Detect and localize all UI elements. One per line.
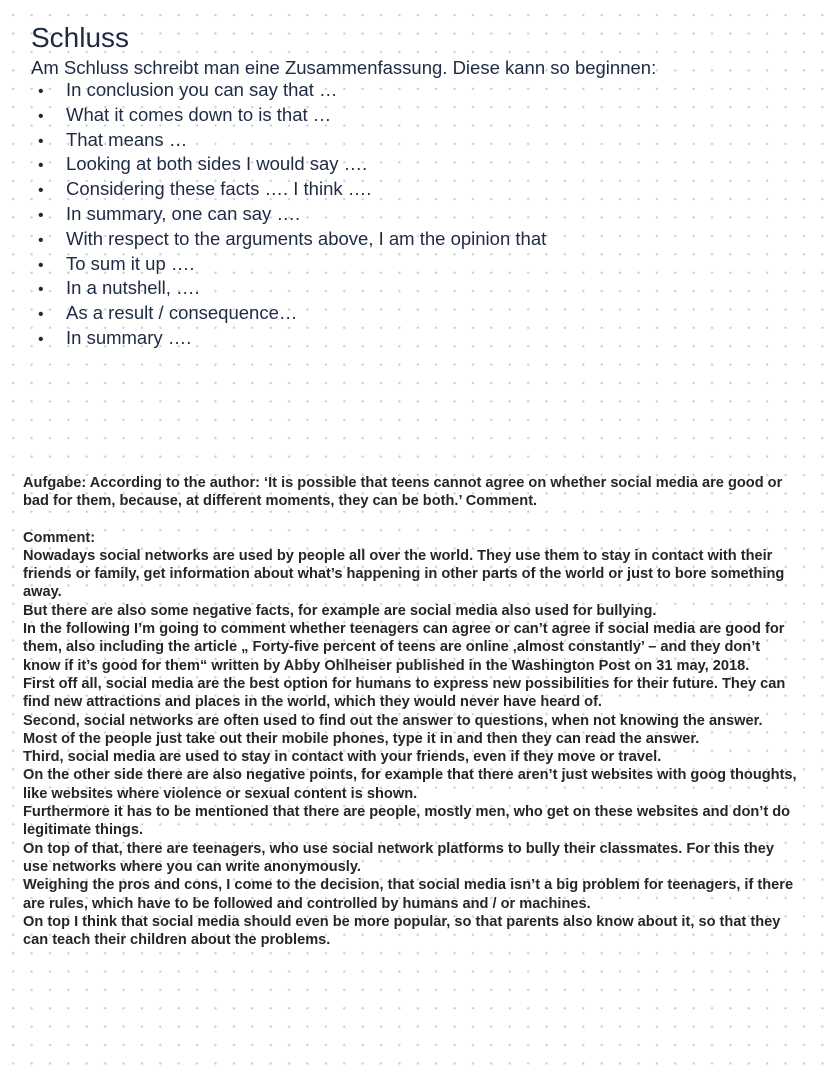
phrase-text: In a nutshell, …. — [66, 277, 200, 299]
comment-paragraph: Nowadays social networks are used by people all over the world. They use them to stay in contact with their friends or family, get information about what’s happening in other parts of the world or just to bore something away. — [23, 547, 785, 601]
bullet-icon: • — [38, 256, 44, 274]
list-item — [38, 302, 546, 327]
phrase-text: In summary, one can say …. — [66, 202, 301, 224]
comment-paragraph: But there are also some negative facts, for example are social media also used for bullying. — [23, 602, 657, 619]
list-item — [38, 327, 546, 352]
paragraph-gap — [23, 511, 798, 529]
bullet-icon: • — [38, 330, 44, 348]
essay-section — [23, 474, 798, 949]
phrase-text: That means … — [66, 128, 188, 150]
list-item — [38, 203, 546, 228]
bullet-icon: • — [38, 281, 44, 299]
phrase-text: Considering these facts …. I think …. — [66, 178, 372, 200]
list-item — [38, 104, 546, 129]
list-item — [38, 129, 546, 154]
list-item — [38, 178, 546, 203]
comment-paragraph: Weighing the pros and cons, I come to the decision, that social media isn’t a big problem for teenagers, if there are rules, which have to be followed and controlled by humans and / or machines. — [23, 877, 794, 912]
comment-paragraph: On top of that, there are teenagers, who use social network platforms to bully their classmates. For this they use networks where you can write anonymously. — [23, 840, 774, 875]
list-item — [38, 153, 546, 178]
comment-paragraph: Furthermore it has to be mentioned that there are people, mostly men, who get on these websites and don’t do legitimate things. — [23, 804, 791, 839]
phrase-text: In summary …. — [66, 326, 192, 348]
comment-paragraph: On the other side there are also negative points, for example that there aren’t just websites with goog thoughts, like websites where violence or sexual content is shown. — [23, 767, 797, 802]
comment-paragraph: Second, social networks are often used to find out the answer to questions, when not knowing the answer. Most of the people just take out their mobile phones, type it in and then they can read the answer. — [23, 712, 763, 747]
task-prompt: Aufgabe: According to the author: ‘It is possible that teens cannot agree on whether social media are good or bad for them, because, at different moments, they can be both.’ Comment. — [23, 475, 783, 510]
list-item — [38, 277, 546, 302]
comment-paragraph: In the following I’m going to comment whether teenagers can agree or can’t agree if social media are good for them, also including the article „ Forty-five percent of teens are online ‚almost constantly’ – and they don’t know if it’s good for them“ written by Abby Ohlheiser published in the Washington Post on 31 may, 2018. — [23, 621, 785, 674]
phrase-text: What it comes down to is that … — [66, 103, 332, 125]
phrase-text: In conclusion you can say that … — [66, 79, 338, 100]
list-item — [38, 79, 546, 104]
comment-paragraph: On top I think that social media should even be more popular, so that parents also know about it, so that they can teach their children about the problems. — [23, 913, 781, 949]
bullet-icon: • — [38, 132, 44, 150]
intro-text: Am Schluss schreibt man eine Zusammenfassung. Diese kann so beginnen: — [31, 57, 657, 78]
bullet-icon: • — [38, 157, 44, 175]
bullet-icon: • — [38, 306, 44, 324]
bullet-icon: • — [38, 107, 44, 125]
bullet-icon: • — [38, 182, 44, 200]
bullet-icon: • — [38, 206, 44, 224]
comment-label: Comment: — [23, 529, 96, 546]
phrase-text: To sum it up …. — [66, 252, 195, 274]
comment-paragraph: Third, social media are used to stay in contact with your friends, even if they move or travel. — [23, 749, 662, 766]
phrase-text: As a result / consequence… — [66, 302, 298, 324]
comment-paragraph: First off all, social media are the best option for humans to express new possibilities for their future. They can find new attractions and places in the world, which they would never have heard of. — [23, 675, 786, 711]
bullet-icon: • — [38, 231, 44, 249]
phrase-text: With respect to the arguments above, I am the opinion that — [66, 227, 547, 249]
page-title: Schluss — [31, 22, 130, 53]
list-item — [38, 228, 546, 253]
bullet-icon: • — [38, 83, 44, 100]
list-item — [38, 253, 546, 278]
phrase-list — [38, 79, 546, 352]
phrase-text: Looking at both sides I would say …. — [66, 153, 368, 175]
